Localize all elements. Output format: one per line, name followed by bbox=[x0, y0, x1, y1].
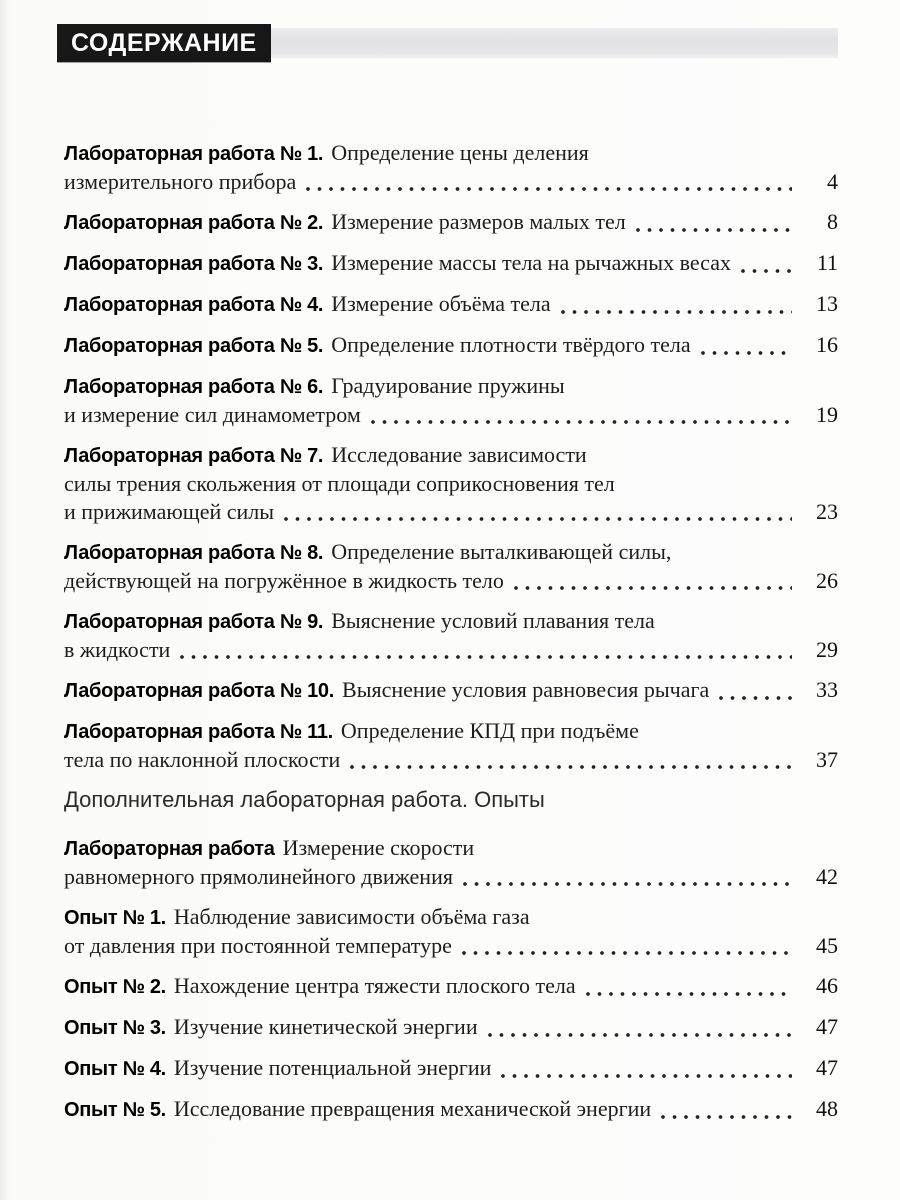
entry-label: Опыт № 1. bbox=[64, 907, 166, 929]
page-number: 26 bbox=[816, 568, 838, 593]
toc-entry bbox=[64, 208, 838, 237]
entry-title: Градуирование пружины bbox=[331, 373, 565, 398]
dot-leader bbox=[560, 309, 792, 315]
dot-leader bbox=[718, 695, 792, 701]
toc-line bbox=[64, 208, 838, 237]
toc-entry bbox=[64, 331, 838, 360]
dot-leader bbox=[305, 186, 792, 192]
entry-title: тела по наклонной плоскости bbox=[64, 747, 341, 772]
toc-line bbox=[64, 676, 838, 705]
entry-title: Измерение размеров малых тел bbox=[331, 209, 626, 234]
page-header bbox=[57, 24, 838, 62]
toc-line bbox=[64, 932, 838, 960]
toc-line bbox=[64, 1013, 838, 1042]
dot-leader bbox=[500, 1073, 792, 1079]
page-number: 45 bbox=[816, 933, 838, 958]
entry-label: Лабораторная работа bbox=[64, 838, 275, 860]
toc-entry bbox=[64, 607, 838, 664]
dot-leader bbox=[740, 268, 792, 274]
entry-title: от давления при постоянной температуре bbox=[64, 933, 452, 958]
page-number: 4 bbox=[827, 169, 838, 194]
entry-label: Опыт № 2. bbox=[64, 976, 166, 998]
entry-title: Исследование превращения механической энергии bbox=[173, 1096, 652, 1121]
entry-title: Измерение скорости bbox=[282, 835, 475, 860]
toc-entry bbox=[64, 1054, 838, 1083]
entry-label: Лабораторная работа № 1. bbox=[64, 143, 324, 165]
toc-line bbox=[64, 372, 838, 401]
entry-label: Опыт № 4. bbox=[64, 1058, 166, 1080]
dot-leader bbox=[461, 950, 792, 956]
toc-line bbox=[64, 441, 838, 470]
dot-leader bbox=[700, 350, 792, 356]
toc-line bbox=[64, 567, 838, 595]
toc-line bbox=[64, 903, 838, 932]
entry-label: Опыт № 3. bbox=[64, 1017, 166, 1039]
entry-label: Лабораторная работа № 11. bbox=[64, 721, 333, 743]
entry-title: Измерение массы тела на рычажных весах bbox=[331, 250, 731, 275]
entry-label: Опыт № 5. bbox=[64, 1099, 166, 1121]
toc-line bbox=[64, 834, 838, 863]
dot-leader bbox=[349, 764, 792, 770]
entry-title: измерительного прибора bbox=[64, 169, 297, 194]
entry-title: Выяснение условий плавания тела bbox=[331, 608, 655, 633]
toc-line bbox=[64, 498, 838, 526]
page-number: 16 bbox=[816, 332, 838, 357]
entry-label: Лабораторная работа № 3. bbox=[64, 253, 324, 275]
entry-title: в жидкости bbox=[64, 637, 171, 662]
toc-line bbox=[64, 863, 838, 891]
toc-line bbox=[64, 139, 838, 168]
toc-line bbox=[64, 786, 838, 814]
entry-label: Лабораторная работа № 2. bbox=[64, 212, 324, 234]
toc-entry bbox=[64, 834, 838, 891]
toc-list bbox=[64, 139, 838, 1136]
dot-leader bbox=[370, 419, 792, 425]
entry-label: Лабораторная работа № 8. bbox=[64, 542, 324, 564]
toc-line bbox=[64, 538, 838, 567]
entry-title: Наблюдение зависимости объёма газа bbox=[173, 904, 530, 929]
entry-title: равномерного прямолинейного движения bbox=[64, 864, 453, 889]
entry-label: Лабораторная работа № 9. bbox=[64, 611, 324, 633]
page-number: 23 bbox=[816, 499, 838, 524]
dot-leader bbox=[660, 1114, 792, 1120]
entry-label: Лабораторная работа № 6. bbox=[64, 376, 324, 398]
toc-line bbox=[64, 1054, 838, 1083]
dot-leader bbox=[635, 227, 792, 233]
dot-leader bbox=[487, 1032, 792, 1038]
entry-title: Выяснение условия равновесия рычага bbox=[342, 677, 710, 702]
entry-label: Лабораторная работа № 4. bbox=[64, 294, 324, 316]
toc-line bbox=[64, 470, 838, 498]
entry-label: Лабораторная работа № 5. bbox=[64, 335, 324, 357]
toc-entry bbox=[64, 903, 838, 960]
toc-entry bbox=[64, 676, 838, 705]
toc-line bbox=[64, 972, 838, 1001]
toc-entry bbox=[64, 1095, 838, 1124]
toc-line bbox=[64, 401, 838, 429]
dot-leader bbox=[179, 654, 792, 660]
page-number: 48 bbox=[816, 1096, 838, 1121]
entry-label: Лабораторная работа № 7. bbox=[64, 445, 324, 467]
entry-title: и измерение сил динамометром bbox=[64, 402, 361, 427]
entry-title: Измерение объёма тела bbox=[331, 291, 551, 316]
dot-leader bbox=[513, 585, 792, 591]
page-number: 29 bbox=[816, 637, 838, 662]
entry-title: действующей на погружённое в жидкость тело bbox=[64, 568, 504, 593]
entry-title: Определение КПД при подъёме bbox=[340, 718, 639, 743]
toc-line bbox=[64, 636, 838, 664]
page-number: 11 bbox=[816, 250, 838, 275]
page-number: 8 bbox=[827, 209, 838, 234]
entry-title: Определение выталкивающей силы, bbox=[331, 539, 672, 564]
toc-entry bbox=[64, 538, 838, 595]
dot-leader bbox=[283, 516, 792, 522]
toc-line bbox=[64, 717, 838, 746]
page-number: 33 bbox=[816, 677, 838, 702]
entry-title: и прижимающей силы bbox=[64, 499, 275, 524]
page-title: СОДЕРЖАНИЕ bbox=[57, 24, 271, 62]
page-number: 42 bbox=[816, 864, 838, 889]
header-decoration-bar bbox=[271, 28, 838, 58]
toc-line bbox=[64, 746, 838, 774]
toc-entry bbox=[64, 372, 838, 429]
toc-entry bbox=[64, 972, 838, 1001]
toc-line bbox=[64, 607, 838, 636]
toc-entry bbox=[64, 139, 838, 196]
toc-line bbox=[64, 249, 838, 278]
dot-leader bbox=[585, 991, 792, 997]
entry-title: Исследование зависимости bbox=[331, 442, 587, 467]
page-number: 46 bbox=[816, 973, 838, 998]
toc-line bbox=[64, 1095, 838, 1124]
entry-title: Определение плотности твёрдого тела bbox=[331, 332, 691, 357]
entry-title: Определение цены деления bbox=[331, 140, 589, 165]
toc-line bbox=[64, 168, 838, 196]
entry-title: Изучение потенциальной энергии bbox=[173, 1055, 492, 1080]
toc-section-heading bbox=[64, 786, 838, 814]
toc-line bbox=[64, 290, 838, 319]
entry-title: силы трения скольжения от площади соприкосновения тел bbox=[64, 471, 615, 496]
toc-entry bbox=[64, 249, 838, 278]
page-number: 13 bbox=[816, 291, 838, 316]
toc-entry bbox=[64, 717, 838, 774]
page-number: 47 bbox=[816, 1014, 838, 1039]
entry-label: Лабораторная работа № 10. bbox=[64, 680, 335, 702]
toc-entry bbox=[64, 290, 838, 319]
page-number: 19 bbox=[816, 402, 838, 427]
toc-entry bbox=[64, 441, 838, 526]
dot-leader bbox=[462, 881, 792, 887]
entry-title: Изучение кинетической энергии bbox=[173, 1014, 478, 1039]
entry-title: Нахождение центра тяжести плоского тела bbox=[173, 973, 576, 998]
page-number: 37 bbox=[816, 747, 838, 772]
toc-entry bbox=[64, 1013, 838, 1042]
page-number: 47 bbox=[816, 1055, 838, 1080]
toc-line bbox=[64, 331, 838, 360]
entry-title: Дополнительная лабораторная работа. Опыты bbox=[64, 787, 545, 812]
